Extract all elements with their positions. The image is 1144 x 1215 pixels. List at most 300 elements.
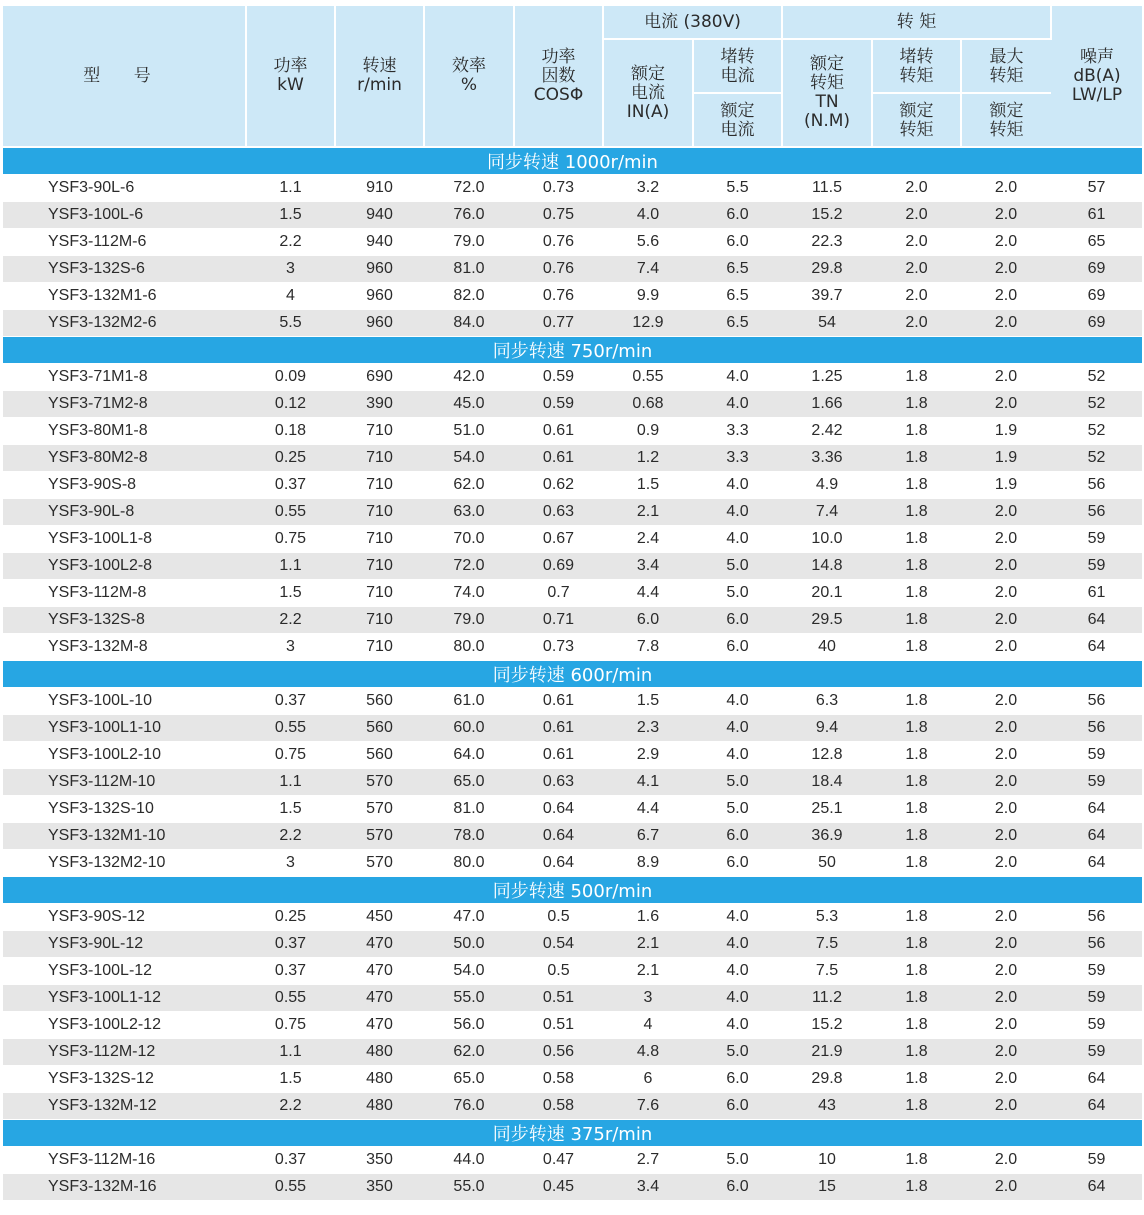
table-cell: 560: [335, 715, 424, 742]
table-cell: 6.3: [782, 688, 872, 715]
table-cell: 4.4: [603, 580, 693, 607]
table-cell: 6.0: [693, 634, 782, 661]
table-row: [3, 769, 1142, 796]
table-cell: 710: [335, 418, 424, 445]
table-cell: 960: [335, 283, 424, 310]
table-cell: 0.58: [514, 1066, 603, 1093]
table-cell: 0.75: [514, 202, 603, 229]
table-cell: 5.0: [693, 769, 782, 796]
table-cell: 61: [1051, 580, 1142, 607]
table-cell: 59: [1051, 526, 1142, 553]
table-cell: 1.8: [872, 418, 961, 445]
table-cell: 710: [335, 634, 424, 661]
table-cell: 2.0: [961, 580, 1051, 607]
table-cell: 11.2: [782, 985, 872, 1012]
table-row: [3, 1039, 1142, 1066]
table-cell: 4: [246, 283, 335, 310]
table-cell: 1.8: [872, 769, 961, 796]
table-cell: 39.7: [782, 283, 872, 310]
table-cell: 59: [1051, 985, 1142, 1012]
table-cell: 62.0: [424, 472, 514, 499]
header-rated-torque: 额定 转矩 TN (N.M): [782, 39, 872, 147]
table-cell: 690: [335, 364, 424, 391]
table-cell: 4.0: [693, 715, 782, 742]
table-cell: 1.8: [872, 931, 961, 958]
section-header-row: [3, 1120, 1142, 1147]
table-cell: 3: [246, 850, 335, 877]
header-noise: 噪声 dB(A) LW/LP: [1051, 6, 1142, 147]
table-cell: 4.0: [693, 364, 782, 391]
table-cell: 0.67: [514, 526, 603, 553]
table-cell: 56: [1051, 499, 1142, 526]
table-cell: 0.64: [514, 850, 603, 877]
table-cell: 55.0: [424, 1174, 514, 1201]
section-title: 同步转速 375r/min: [3, 1120, 1142, 1147]
table-cell: 350: [335, 1147, 424, 1174]
table-cell: 0.64: [514, 823, 603, 850]
table-row: [3, 958, 1142, 985]
table-cell: 0.5: [514, 904, 603, 931]
table-cell: 6.0: [693, 202, 782, 229]
table-cell: 710: [335, 472, 424, 499]
table-cell: 4.0: [693, 931, 782, 958]
table-cell: 1.1: [246, 769, 335, 796]
table-cell: 0.62: [514, 472, 603, 499]
table-cell: 2.1: [603, 958, 693, 985]
table-cell: 0.37: [246, 688, 335, 715]
table-cell: 81.0: [424, 796, 514, 823]
table-cell: 4.0: [603, 202, 693, 229]
table-cell: 3.4: [603, 1174, 693, 1201]
table-cell: 4.0: [693, 985, 782, 1012]
table-row: [3, 1147, 1142, 1174]
table-cell: 0.61: [514, 688, 603, 715]
table-cell: 470: [335, 1012, 424, 1039]
header-power: 功率 kW: [246, 6, 335, 147]
table-cell: 6.5: [693, 256, 782, 283]
table-cell: 79.0: [424, 229, 514, 256]
table-cell: 0.18: [246, 418, 335, 445]
table-cell: 0.71: [514, 607, 603, 634]
table-cell: 64.0: [424, 742, 514, 769]
table-cell: 0.09: [246, 364, 335, 391]
table-cell: 0.75: [246, 526, 335, 553]
header-current-group: 电流 (380V): [603, 6, 782, 39]
header-efficiency: 效率 %: [424, 6, 514, 147]
table-cell: 1.8: [872, 580, 961, 607]
table-cell: 0.61: [514, 742, 603, 769]
table-cell: 59: [1051, 958, 1142, 985]
table-cell: 10.0: [782, 526, 872, 553]
table-cell: 2.0: [961, 607, 1051, 634]
table-cell: 59: [1051, 1039, 1142, 1066]
table-cell: 910: [335, 175, 424, 202]
model-cell: YSF3-90L-6: [3, 175, 246, 202]
table-cell: 1.5: [246, 580, 335, 607]
table-cell: 64: [1051, 1174, 1142, 1201]
table-cell: 6.0: [693, 850, 782, 877]
table-cell: 0.37: [246, 931, 335, 958]
table-cell: 4.8: [603, 1039, 693, 1066]
model-cell: YSF3-90L-8: [3, 499, 246, 526]
table-cell: 80.0: [424, 634, 514, 661]
table-cell: 2.2: [246, 823, 335, 850]
table-row: [3, 499, 1142, 526]
table-cell: 0.55: [603, 364, 693, 391]
model-cell: YSF3-100L2-12: [3, 1012, 246, 1039]
table-cell: 29.8: [782, 256, 872, 283]
model-cell: YSF3-80M1-8: [3, 418, 246, 445]
table-cell: 29.5: [782, 607, 872, 634]
table-cell: 12.8: [782, 742, 872, 769]
table-row: [3, 553, 1142, 580]
table-cell: 2.1: [603, 931, 693, 958]
table-cell: 15.2: [782, 1012, 872, 1039]
table-cell: 1.8: [872, 823, 961, 850]
table-cell: 6.0: [693, 823, 782, 850]
table-cell: 1.8: [872, 1174, 961, 1201]
table-cell: 1.6: [603, 904, 693, 931]
model-cell: YSF3-100L-10: [3, 688, 246, 715]
table-cell: 64: [1051, 850, 1142, 877]
model-cell: YSF3-100L1-8: [3, 526, 246, 553]
table-cell: 470: [335, 931, 424, 958]
table-cell: 5.0: [693, 1039, 782, 1066]
table-header: [3, 6, 1142, 147]
table-cell: 2.0: [961, 310, 1051, 337]
table-cell: 0.37: [246, 1147, 335, 1174]
table-cell: 570: [335, 769, 424, 796]
table-cell: 69: [1051, 283, 1142, 310]
table-cell: 1.8: [872, 364, 961, 391]
table-cell: 3: [603, 985, 693, 1012]
table-cell: 2.1: [603, 499, 693, 526]
table-cell: 45.0: [424, 391, 514, 418]
table-row: [3, 202, 1142, 229]
table-row: [3, 175, 1142, 202]
table-cell: 6.5: [693, 310, 782, 337]
table-cell: 1.8: [872, 445, 961, 472]
table-cell: 4.0: [693, 472, 782, 499]
table-cell: 59: [1051, 769, 1142, 796]
table-cell: 1.2: [603, 445, 693, 472]
table-cell: 2.0: [961, 1174, 1051, 1201]
table-cell: 1.8: [872, 715, 961, 742]
table-cell: 3.4: [603, 553, 693, 580]
table-cell: 0.51: [514, 985, 603, 1012]
table-cell: 390: [335, 391, 424, 418]
table-cell: 64: [1051, 796, 1142, 823]
table-cell: 36.9: [782, 823, 872, 850]
table-cell: 560: [335, 688, 424, 715]
table-cell: 1.8: [872, 958, 961, 985]
table-cell: 1.9: [961, 472, 1051, 499]
table-cell: 14.8: [782, 553, 872, 580]
table-row: [3, 742, 1142, 769]
table-cell: 64: [1051, 823, 1142, 850]
header-locked-current-bottom: 额定 电流: [693, 93, 782, 147]
model-cell: YSF3-112M-6: [3, 229, 246, 256]
model-cell: YSF3-100L1-12: [3, 985, 246, 1012]
table-cell: 1.8: [872, 1039, 961, 1066]
table-row: [3, 796, 1142, 823]
table-cell: 2.0: [961, 175, 1051, 202]
header-torque-group: 转 矩: [782, 6, 1051, 39]
table-cell: 79.0: [424, 607, 514, 634]
table-cell: 54.0: [424, 958, 514, 985]
table-cell: 4.0: [693, 391, 782, 418]
table-cell: 1.8: [872, 526, 961, 553]
table-row: [3, 283, 1142, 310]
model-cell: YSF3-71M1-8: [3, 364, 246, 391]
table-cell: 21.9: [782, 1039, 872, 1066]
table-cell: 0.63: [514, 769, 603, 796]
table-cell: 11.5: [782, 175, 872, 202]
model-cell: YSF3-132S-10: [3, 796, 246, 823]
table-cell: 50.0: [424, 931, 514, 958]
table-cell: 2.2: [246, 1093, 335, 1120]
table-cell: 2.0: [961, 931, 1051, 958]
table-body: [3, 147, 1142, 1201]
section-header-row: [3, 147, 1142, 175]
table-cell: 0.9: [603, 418, 693, 445]
table-cell: 1.5: [246, 796, 335, 823]
table-cell: 63.0: [424, 499, 514, 526]
table-cell: 3.3: [693, 445, 782, 472]
table-cell: 0.12: [246, 391, 335, 418]
table-cell: 64: [1051, 1093, 1142, 1120]
table-cell: 1.5: [603, 688, 693, 715]
table-cell: 9.4: [782, 715, 872, 742]
table-cell: 2.0: [872, 310, 961, 337]
table-cell: 1.9: [961, 418, 1051, 445]
table-row: [3, 472, 1142, 499]
table-cell: 56.0: [424, 1012, 514, 1039]
table-cell: 0.7: [514, 580, 603, 607]
table-cell: 4.0: [693, 1012, 782, 1039]
table-cell: 4.0: [693, 688, 782, 715]
model-cell: YSF3-80M2-8: [3, 445, 246, 472]
table-cell: 1.1: [246, 553, 335, 580]
table-cell: 59: [1051, 1012, 1142, 1039]
table-cell: 1.8: [872, 553, 961, 580]
model-cell: YSF3-132M1-6: [3, 283, 246, 310]
table-cell: 59: [1051, 553, 1142, 580]
table-cell: 5.3: [782, 904, 872, 931]
table-cell: 1.5: [246, 1066, 335, 1093]
table-cell: 470: [335, 985, 424, 1012]
table-cell: 1.9: [961, 445, 1051, 472]
table-row: [3, 1066, 1142, 1093]
table-cell: 74.0: [424, 580, 514, 607]
table-cell: 2.0: [961, 823, 1051, 850]
table-cell: 61: [1051, 202, 1142, 229]
table-cell: 3.36: [782, 445, 872, 472]
table-cell: 4.4: [603, 796, 693, 823]
table-cell: 0.47: [514, 1147, 603, 1174]
section-title: 同步转速 1000r/min: [3, 147, 1142, 175]
table-cell: 0.63: [514, 499, 603, 526]
table-cell: 2.0: [961, 526, 1051, 553]
table-cell: 50: [782, 850, 872, 877]
table-cell: 6.0: [693, 1093, 782, 1120]
table-cell: 0.76: [514, 229, 603, 256]
table-cell: 0.73: [514, 634, 603, 661]
header-rated-current: 额定 电流 IN(A): [603, 39, 693, 147]
table-cell: 5.0: [693, 553, 782, 580]
table-cell: 0.45: [514, 1174, 603, 1201]
table-cell: 1.5: [603, 472, 693, 499]
table-cell: 940: [335, 202, 424, 229]
table-cell: 0.5: [514, 958, 603, 985]
table-cell: 6.0: [693, 1174, 782, 1201]
table-cell: 1.1: [246, 1039, 335, 1066]
table-cell: 5.5: [246, 310, 335, 337]
table-cell: 5.0: [693, 796, 782, 823]
table-cell: 65.0: [424, 769, 514, 796]
table-cell: 710: [335, 526, 424, 553]
table-cell: 2.7: [603, 1147, 693, 1174]
table-row: [3, 391, 1142, 418]
table-row: [3, 1174, 1142, 1201]
table-cell: 480: [335, 1066, 424, 1093]
table-row: [3, 850, 1142, 877]
model-cell: YSF3-112M-8: [3, 580, 246, 607]
model-cell: YSF3-90S-8: [3, 472, 246, 499]
model-cell: YSF3-132M-8: [3, 634, 246, 661]
table-cell: 10: [782, 1147, 872, 1174]
table-cell: 2.2: [246, 607, 335, 634]
table-cell: 4.9: [782, 472, 872, 499]
table-cell: 52: [1051, 391, 1142, 418]
table-row: [3, 985, 1142, 1012]
table-cell: 2.3: [603, 715, 693, 742]
section-title: 同步转速 500r/min: [3, 877, 1142, 904]
section-header-row: [3, 661, 1142, 688]
table-cell: 0.69: [514, 553, 603, 580]
model-cell: YSF3-112M-16: [3, 1147, 246, 1174]
table-cell: 6.7: [603, 823, 693, 850]
table-cell: 4.0: [693, 526, 782, 553]
table-cell: 2.0: [961, 1039, 1051, 1066]
table-cell: 2.0: [961, 1147, 1051, 1174]
model-cell: YSF3-132M2-6: [3, 310, 246, 337]
table-cell: 0.55: [246, 985, 335, 1012]
table-cell: 2.0: [961, 1066, 1051, 1093]
model-cell: YSF3-132M-16: [3, 1174, 246, 1201]
table-cell: 570: [335, 823, 424, 850]
table-cell: 0.55: [246, 715, 335, 742]
table-cell: 1.8: [872, 391, 961, 418]
table-cell: 6.5: [693, 283, 782, 310]
table-cell: 2.4: [603, 526, 693, 553]
section-header-row: [3, 877, 1142, 904]
table-cell: 0.76: [514, 256, 603, 283]
table-cell: 7.8: [603, 634, 693, 661]
table-cell: 15: [782, 1174, 872, 1201]
model-cell: YSF3-100L1-10: [3, 715, 246, 742]
table-cell: 8.9: [603, 850, 693, 877]
table-cell: 2.0: [961, 742, 1051, 769]
table-cell: 350: [335, 1174, 424, 1201]
table-row: [3, 1093, 1142, 1120]
table-cell: 18.4: [782, 769, 872, 796]
table-cell: 56: [1051, 931, 1142, 958]
section-title: 同步转速 600r/min: [3, 661, 1142, 688]
table-cell: 56: [1051, 904, 1142, 931]
table-cell: 0.58: [514, 1093, 603, 1120]
table-cell: 12.9: [603, 310, 693, 337]
table-cell: 69: [1051, 310, 1142, 337]
table-cell: 2.0: [872, 202, 961, 229]
model-cell: YSF3-100L-6: [3, 202, 246, 229]
table-cell: 2.0: [961, 229, 1051, 256]
table-cell: 2.0: [872, 283, 961, 310]
model-cell: YSF3-90L-12: [3, 931, 246, 958]
table-cell: 0.25: [246, 445, 335, 472]
table-cell: 64: [1051, 634, 1142, 661]
table-cell: 62.0: [424, 1039, 514, 1066]
table-cell: 7.6: [603, 1093, 693, 1120]
table-cell: 2.2: [246, 229, 335, 256]
table-cell: 59: [1051, 1147, 1142, 1174]
table-row: [3, 823, 1142, 850]
table-cell: 0.75: [246, 1012, 335, 1039]
table-cell: 81.0: [424, 256, 514, 283]
model-cell: YSF3-100L-12: [3, 958, 246, 985]
table-row: [3, 715, 1142, 742]
model-cell: YSF3-112M-12: [3, 1039, 246, 1066]
table-cell: 76.0: [424, 202, 514, 229]
table-cell: 2.42: [782, 418, 872, 445]
table-cell: 54: [782, 310, 872, 337]
table-cell: 2.0: [961, 499, 1051, 526]
table-cell: 44.0: [424, 1147, 514, 1174]
table-cell: 710: [335, 553, 424, 580]
table-cell: 0.51: [514, 1012, 603, 1039]
table-cell: 1.8: [872, 472, 961, 499]
header-power-factor: 功率 因数 COSΦ: [514, 6, 603, 147]
table-cell: 3.2: [603, 175, 693, 202]
table-cell: 960: [335, 310, 424, 337]
table-row: [3, 229, 1142, 256]
header-max-torque-top: 最大 转矩: [961, 39, 1051, 93]
table-cell: 0.37: [246, 958, 335, 985]
table-cell: 2.0: [961, 256, 1051, 283]
table-cell: 52: [1051, 364, 1142, 391]
table-cell: 0.55: [246, 1174, 335, 1201]
table-cell: 2.0: [961, 202, 1051, 229]
table-cell: 70.0: [424, 526, 514, 553]
table-cell: 56: [1051, 472, 1142, 499]
table-cell: 0.59: [514, 364, 603, 391]
table-cell: 1.8: [872, 742, 961, 769]
table-cell: 0.77: [514, 310, 603, 337]
table-cell: 3: [246, 256, 335, 283]
table-cell: 1.8: [872, 985, 961, 1012]
table-cell: 7.5: [782, 958, 872, 985]
table-cell: 6.0: [693, 229, 782, 256]
table-cell: 710: [335, 499, 424, 526]
table-cell: 80.0: [424, 850, 514, 877]
model-cell: YSF3-71M2-8: [3, 391, 246, 418]
table-cell: 2.0: [961, 1012, 1051, 1039]
table-cell: 22.3: [782, 229, 872, 256]
table-cell: 2.0: [961, 364, 1051, 391]
header-locked-torque-bottom: 额定 转矩: [872, 93, 961, 147]
table-cell: 84.0: [424, 310, 514, 337]
table-cell: 2.0: [961, 634, 1051, 661]
